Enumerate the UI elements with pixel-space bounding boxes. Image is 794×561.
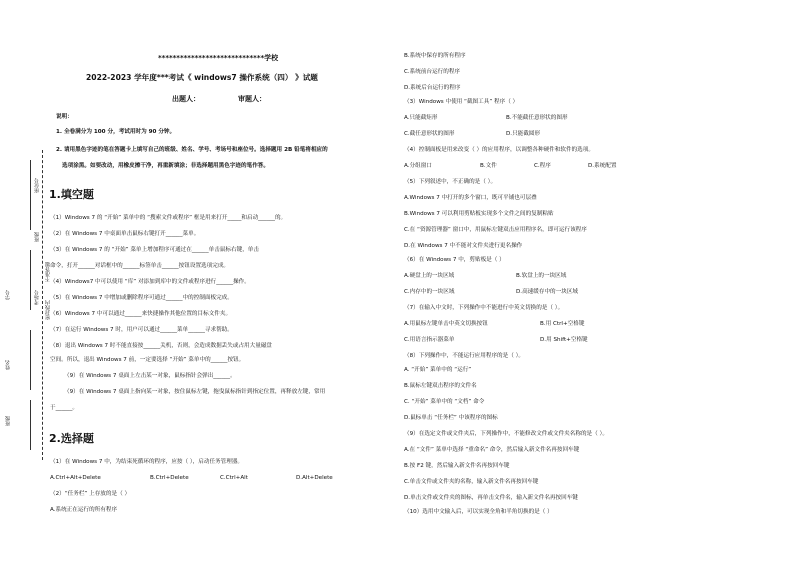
right-line: （3）Windows 中使用 “截图工具” 程序（ ） bbox=[404, 99, 519, 105]
reviewer-label: 审题人： bbox=[238, 95, 266, 103]
binding-label: 姓名 bbox=[5, 360, 11, 370]
question-line: （2）“任务栏” 上存放的是（ ） bbox=[50, 491, 131, 497]
question-line: （5）在 Windows 7 中增加或删除程序可通过______中的控制面板完成。 bbox=[50, 295, 233, 301]
right-line: （7）在输入中文时，下列操作中不能进行中英文切换的是（ ）。 bbox=[404, 305, 564, 311]
right-line: B.Windows 7 可以利用剪贴板实现多个文件之间的复制粘贴 bbox=[404, 211, 554, 217]
right-line: C.内存中的一块区域 bbox=[404, 289, 455, 295]
seal-line bbox=[30, 330, 31, 390]
right-line: B.鼠标左键双击程序的文件名 bbox=[404, 383, 477, 389]
question-line: 于______。 bbox=[50, 405, 78, 411]
section-title: 2.选择题 bbox=[49, 432, 94, 445]
binding-dashed-line bbox=[42, 150, 43, 460]
right-line: A.硬盘上的一块区域 bbox=[404, 273, 455, 279]
seal-line bbox=[30, 160, 31, 230]
question-line: （9）在 Windows 7 桌面上左击某一对象，鼠标指针会弹出______。 bbox=[64, 373, 236, 379]
option: D.Alt+Delete bbox=[296, 475, 333, 481]
right-line: （8）下列操作中，不能运行应用程序的是（ ）。 bbox=[404, 353, 525, 359]
right-line: C.在 “资源管理器” 窗口中，用鼠标左键双击应用程序名，即可运行该程序 bbox=[404, 227, 587, 233]
right-line: （9）在选定文件或文件夹后，下列操作中，不能修改文件或文件夹名称的是（ ）。 bbox=[404, 431, 608, 437]
right-line: C.单击文件或文件夹的名称，输入新文件名再按回车键 bbox=[404, 479, 539, 485]
right-line: D.只能截圆形 bbox=[506, 131, 541, 137]
binding-label: 密封线内 bbox=[45, 300, 51, 320]
question-line: （1）在 Windows 7 中，为结束死循环的程序，应按（ ），启动任务管理器。 bbox=[50, 459, 244, 465]
seal-line bbox=[30, 400, 31, 450]
option: C.Ctrl+Alt bbox=[220, 475, 248, 481]
seal-line bbox=[30, 250, 31, 310]
instruction-line: 1. 全卷满分为 100 分，考试用时为 90 分钟。 bbox=[56, 129, 176, 135]
instruction-line: 2. 请用黑色字迹的笔在答题卡上填写自己的班级、姓名、学号、考场号和座位号。选择题用 2B 铅笔将相应的 bbox=[56, 147, 328, 153]
right-line: C. “开始” 菜单中的 “文档” 命令 bbox=[404, 399, 485, 405]
instructions-label: 说明： bbox=[56, 114, 73, 120]
right-line: B.软盘上的一块区域 bbox=[516, 273, 567, 279]
question-line: （6）Windows 7 中可以通过______来快捷操作其他位置的目标文件夹。 bbox=[50, 311, 232, 317]
right-line: A. “开始” 菜单中的 “运行” bbox=[404, 367, 472, 373]
right-line: B.文件 bbox=[480, 163, 497, 169]
question-line: 空间。所以，退出 Windows 7 前，一定要选择 “开始” 菜单中的______按钮。 bbox=[50, 357, 245, 363]
right-line: C.截任意形状的图形 bbox=[404, 131, 455, 137]
right-line: D.系统配置 bbox=[588, 163, 617, 169]
instruction-line: 选项涂黑。如要改动，用橡皮擦干净，再重新填涂；非选择题用黑色字迹的笔作答。 bbox=[62, 163, 269, 169]
right-line: （4）控制面板是用来改变（ ）的应用程序，以调整各种硬件和软件的选项。 bbox=[404, 147, 594, 153]
right-line: C.系统前台运行的程序 bbox=[404, 69, 461, 75]
right-line: D.在 Windows 7 中不能对文件夹进行更名操作 bbox=[404, 243, 523, 249]
binding-label: 班级 bbox=[34, 232, 40, 242]
binding-label: 班级 bbox=[5, 416, 11, 426]
right-line: D.系统后台运行的程序 bbox=[404, 85, 461, 91]
right-line: B.不能截任意形状的图形 bbox=[506, 115, 568, 121]
right-line: D.单击文件或文件夹的图标，再单击文件名，输入新文件名再按回车键 bbox=[404, 495, 578, 501]
question-line: （1）Windows 7 的 “开始” 菜单中的 “搜索文件或程序” 框是用来打开_____和启动______的。 bbox=[50, 215, 287, 221]
question-line: （9）在 Windows 7 桌面上指向某一对象，按住鼠标左键，拖曳鼠标指针到指定位置，再释放左键，常用 bbox=[64, 389, 326, 395]
right-line: A.用鼠标左键单击中英文切换按钮 bbox=[404, 321, 488, 327]
question-line: （8）退出 Windows 7 时不能直接按______关机，否则，会造成数据丢失或占用大量磁盘 bbox=[50, 343, 273, 349]
right-line: D.鼠标单击 “任务栏” 中该程序的图标 bbox=[404, 415, 498, 421]
right-line: B.系统中保存的所有程序 bbox=[404, 53, 466, 59]
right-line: B.用 Ctrl+空格键 bbox=[540, 321, 585, 327]
question-line: （7）在运行 Windows 7 时，用户可以通过______菜单______寻求帮助。 bbox=[50, 327, 233, 333]
option: B.Ctrl+Delete bbox=[150, 475, 189, 481]
setter-label: 出题人： bbox=[172, 95, 200, 103]
right-line: A.在 “文件” 菜单中选择 “重命名” 命令，然后输入新文件名再按回车键 bbox=[404, 447, 580, 453]
right-line: C.用语言指示器菜单 bbox=[404, 337, 455, 343]
question-line: （4）Windows7 中可以使用 “库” 对添加到库中的文件或程序进行______操作。 bbox=[50, 279, 250, 285]
right-line: B.按 F2 键，然后输入新文件名再按回车键 bbox=[404, 463, 510, 469]
binding-label: 不准答题 bbox=[45, 262, 51, 282]
right-line: A.Windows 7 中打开的多个窗口，既可平铺也可层叠 bbox=[404, 195, 537, 201]
section-title: 1.填空题 bbox=[49, 188, 94, 201]
right-line: （6）在 Windows 7 中，剪贴板是（ ） bbox=[404, 257, 505, 263]
question-line: 命令，打开______对话框中的______标签单击______按钮设置选项完成。 bbox=[50, 263, 230, 269]
right-line: （5）下列叙述中，不正确的是（ ）。 bbox=[404, 179, 497, 185]
binding-label: 学号 bbox=[5, 290, 11, 300]
right-line: C.程序 bbox=[534, 163, 551, 169]
binding-label: 考场号 bbox=[34, 290, 40, 305]
question-line: （2）在 Windows 7 中桌面单击鼠标右键打开______菜单。 bbox=[50, 231, 200, 237]
right-line: D.高速缓存中的一块区域 bbox=[516, 289, 579, 295]
right-line: （10）选用中文输入后，可以实现全角和半角切换的是（ ） bbox=[404, 509, 553, 515]
option: A.系统正在运行的所有程序 bbox=[50, 507, 118, 513]
right-line: D.用 Shift+空格键 bbox=[540, 337, 588, 343]
exam-title: 2022-2023 学年度***考试《 windows7 操作系统（四） 》试题 bbox=[86, 73, 318, 82]
right-line: A.只能截矩形 bbox=[404, 115, 438, 121]
right-line: A.分组窗口 bbox=[404, 163, 432, 169]
question-line: （3）在 Windows 7 的 “开始” 菜单上增加程序可通过在______单击鼠标右键，单击 bbox=[50, 247, 259, 253]
binding-label: 座位号 bbox=[34, 178, 40, 193]
option: A.Ctrl+Alt+Delete bbox=[50, 475, 101, 481]
school-line: *****************************学校 bbox=[158, 54, 279, 62]
